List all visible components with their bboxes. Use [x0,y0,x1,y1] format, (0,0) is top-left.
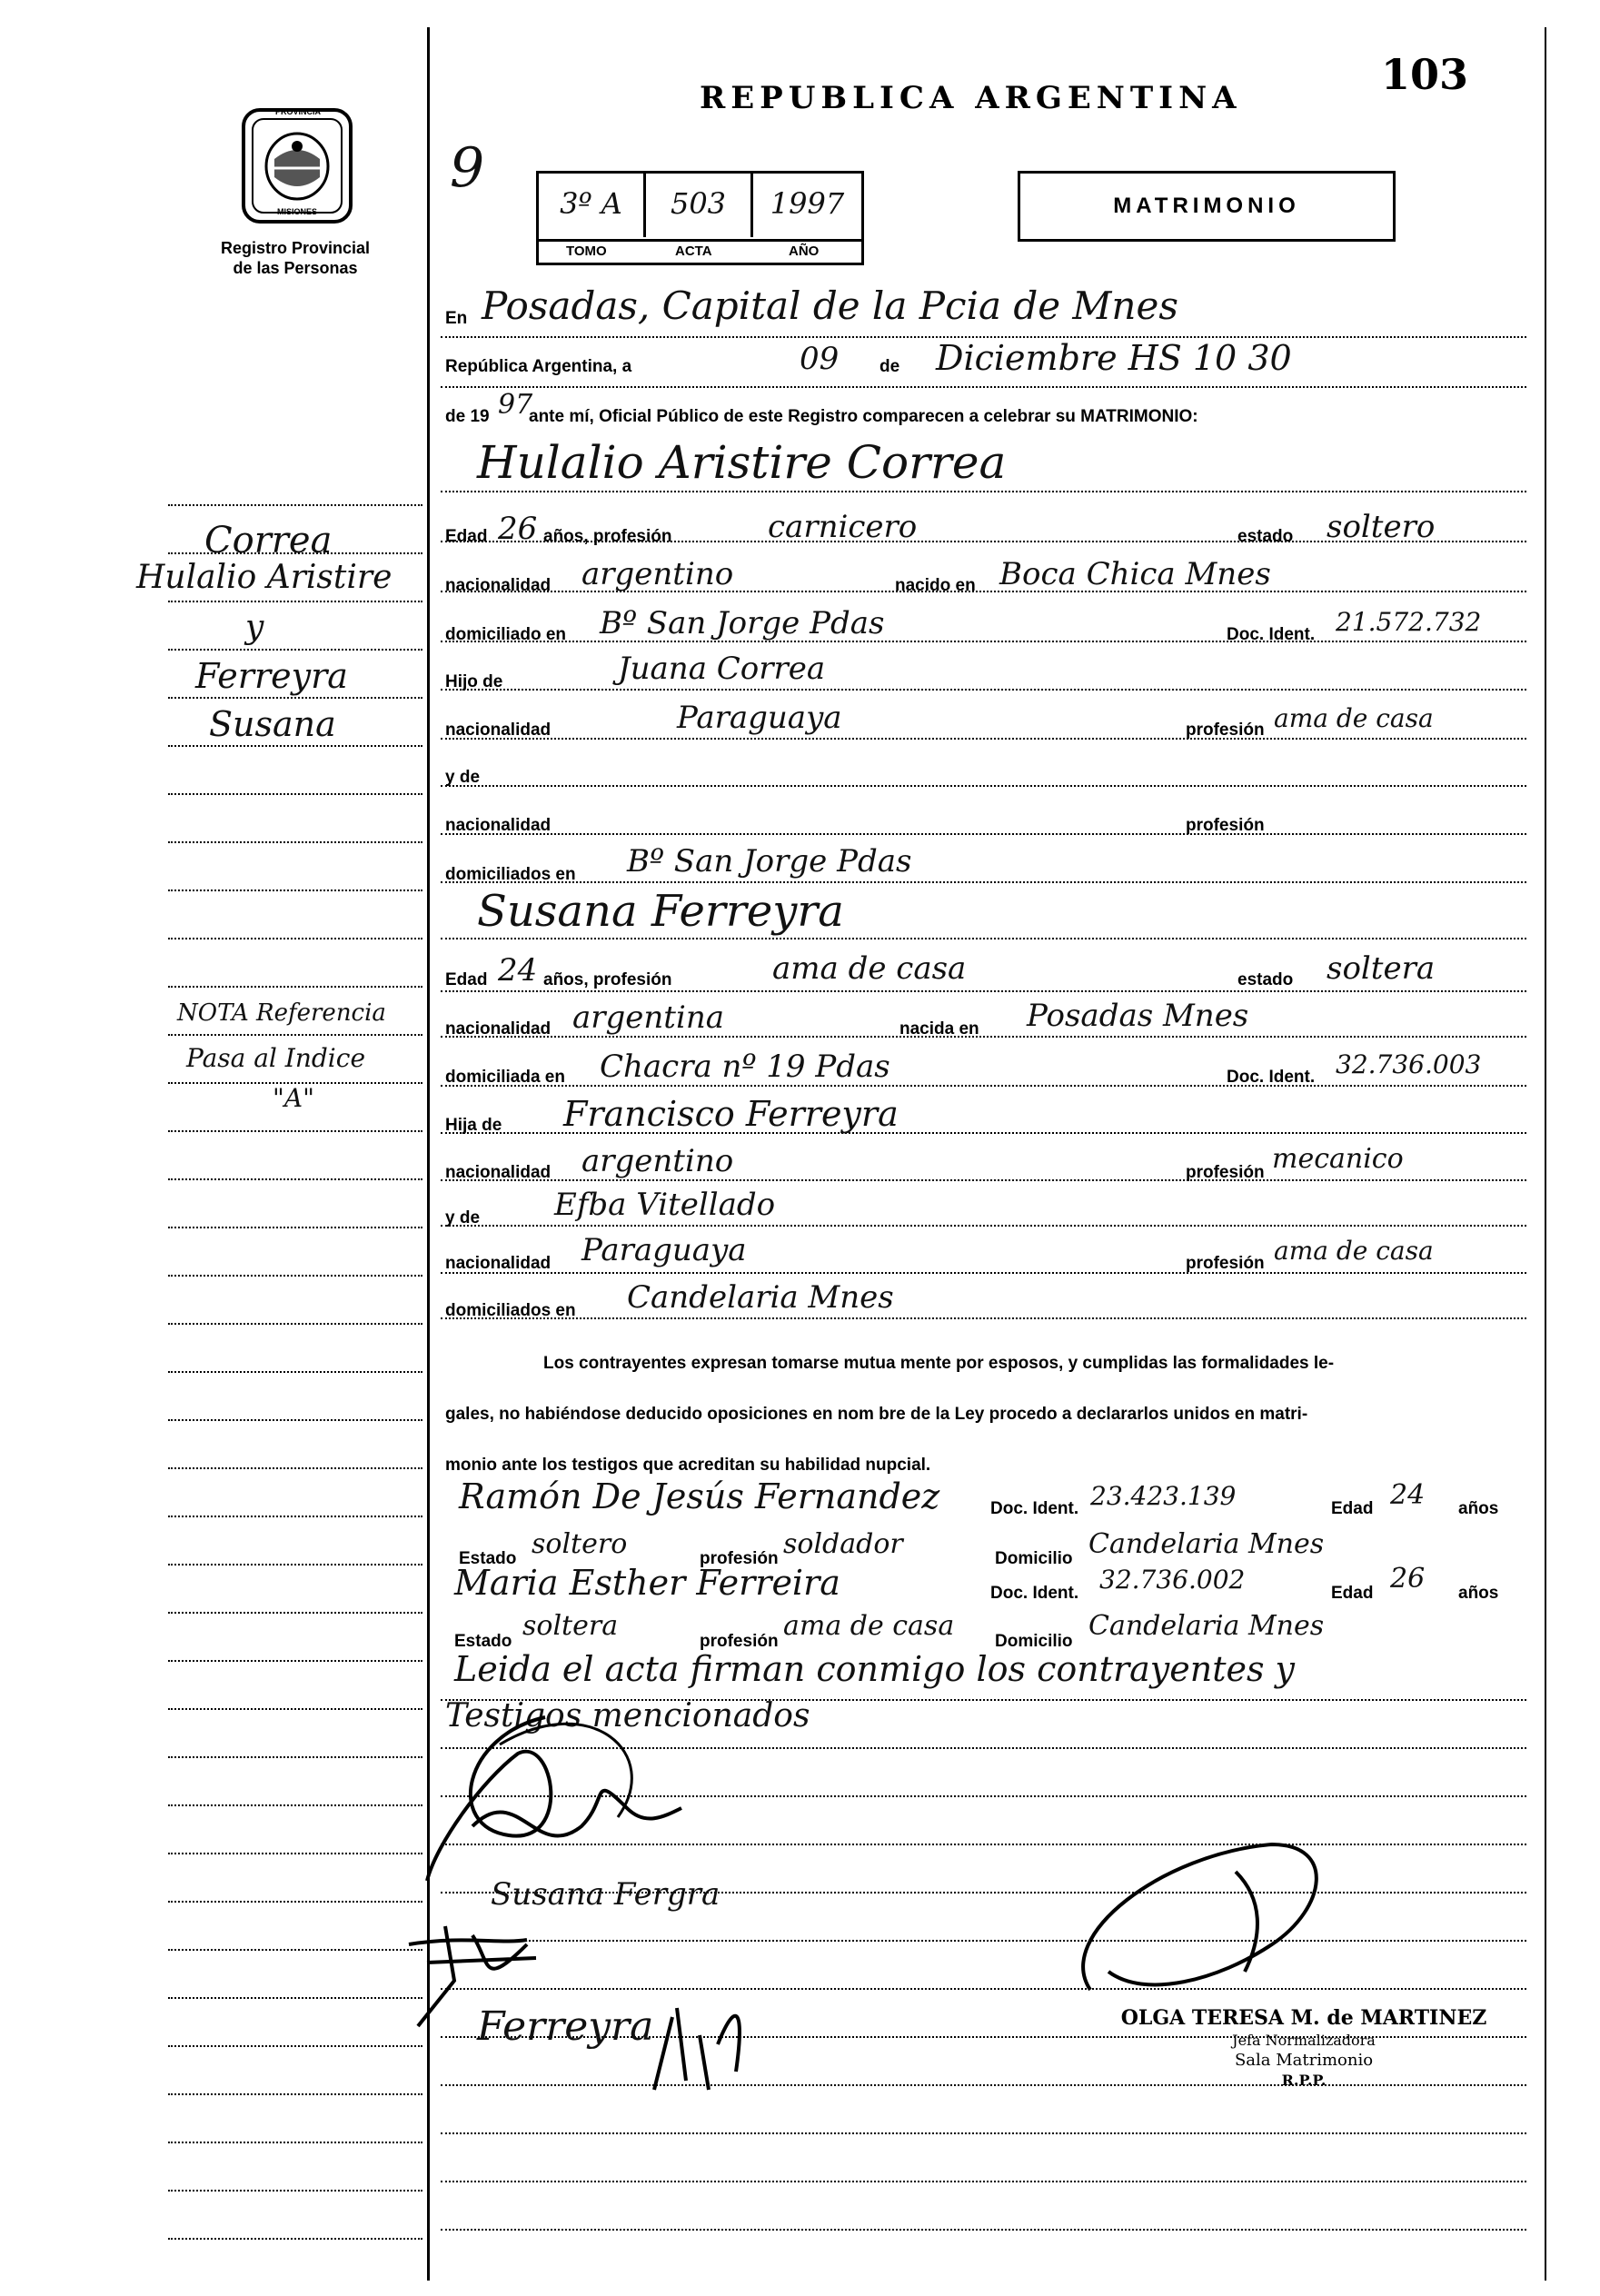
margin-rule-line [168,1901,422,1903]
margin-name-5: Susana [209,704,336,744]
bride-nacida-label: nacida en [899,1019,979,1039]
officer-dept: Sala Matrimonio [1234,2051,1374,2070]
margin-note-3: "A" [273,1083,314,1113]
witness1-estado-label: Estado [459,1549,517,1568]
intro-day: 09 [800,341,840,377]
bride-estado: soltera [1327,950,1436,987]
groom-estado: soltero [1327,509,1436,545]
tomo-label: TOMO [566,244,607,259]
groom-address: Bº San Jorge Pdas [600,605,885,641]
officer-name: OLGA TERESA M. de MARTINEZ [1120,2006,1487,2030]
witness1-anos-label: años [1458,1499,1499,1518]
acta-value: 503 [670,186,727,221]
officer-stamp [1113,2006,1495,2089]
declaration-line2: gales, no habiéndose deducido oposiciones en nom bre de la Ley procedo a declararlos unidos en matri- [445,1405,1308,1424]
body-rule-line [441,386,1526,388]
margin-rule-line [168,1323,422,1325]
office-name [182,238,409,278]
witness2-estado: soltera [522,1610,619,1642]
closing-line2: Testigos mencionados [445,1697,810,1734]
acta-cell [646,174,753,237]
bride-parent1-nationality: argentino [581,1143,734,1179]
witness1-edad-label: Edad [1331,1499,1374,1518]
margin-rule-line [168,2190,422,2192]
closing-line1: Leida el acta firman conmigo los contrayentes y [454,1649,1296,1689]
body-rule-line [441,1940,1526,1942]
country-title: REPUBLICA ARGENTINA [700,80,1242,116]
margin-rule-line [168,1804,422,1806]
margin-rule-line [168,1034,422,1036]
declaration-line1: Los contrayentes expresan tomarse mutua mente por esposos, y cumplidas las formalidades le- [543,1354,1335,1373]
ref-labels [539,239,861,265]
witness2-doc: 32.736.002 [1099,1565,1246,1595]
margin-name-4: Ferreyra [195,656,348,696]
margin-rule-line [168,1949,422,1951]
margin-rule-line [168,2142,422,2143]
margin-name-1: Correa [204,520,333,562]
body-rule-line [441,2181,1526,2182]
witness2-age: 26 [1390,1563,1426,1595]
seal-text-bottom: MISIONES [277,207,318,216]
groom-profesion-label: años, profesión [543,527,672,546]
groom-name: Hulalio Aristire Correa [477,436,1007,489]
margin-rule-line [168,504,422,506]
margin-rule-line [168,649,422,651]
en-label: En [445,309,468,328]
margin-rule-line [168,2093,422,2095]
groom-nationality: argentino [581,556,734,592]
margin-note-2: Pasa al Indice [186,1043,366,1073]
record-type-box [1018,171,1396,242]
bride-profesion-label: años, profesión [543,970,672,989]
groom-doc: 21.572.732 [1336,607,1482,637]
groom-parent1-nationality: Paraguaya [677,700,842,736]
bride-doc-label: Doc. Ident. [1227,1068,1316,1087]
margin-rule-line [168,1612,422,1614]
officer-title: Jefa Normalizadora [1232,2032,1376,2049]
reference-box [536,171,864,265]
bride-profession: ama de casa [772,950,967,987]
margin-rule-line [168,1516,422,1517]
intro-de-label: de [880,357,900,376]
bride-parent2-profession: ama de casa [1274,1236,1434,1266]
witness1-domicilio-label: Domicilio [995,1549,1073,1568]
margin-rule-line [168,1419,422,1421]
groom-estado-label: estado [1237,527,1294,546]
groom-parent1: Juana Correa [618,651,826,687]
margin-rule-line [168,1756,422,1758]
body-rule-line [441,1272,1526,1274]
margin-rule-line [168,1275,422,1277]
margin-name-2: Hulalio Aristire [136,559,393,596]
bride-birthplace: Posadas Mnes [1027,998,1249,1034]
margin-rule-line [168,697,422,699]
bride-nacionalidad3-label: nacionalidad [445,1254,552,1273]
body-rule-line [441,2132,1526,2134]
margin-rule-line [168,1660,422,1662]
margin-number: 9 [450,136,485,200]
tomo-value: 3º A [560,186,622,221]
body-rule-line [441,833,1526,835]
witness2-profession: ama de casa [783,1610,955,1642]
body-rule-line [441,2229,1526,2231]
witness2-edad-label: Edad [1331,1584,1374,1603]
ano-label: AÑO [789,244,820,259]
margin-rule-line [168,1853,422,1854]
groom-parents-address: Bº San Jorge Pdas [627,843,912,880]
bride-edad-label: Edad [445,970,488,989]
margin-rule-line [168,1178,422,1180]
bride-domiciliados-label: domiciliados en [445,1301,576,1320]
bride-nationality: argentina [572,999,725,1036]
body-rule-line [441,1225,1526,1227]
body-rule-line [441,1085,1526,1087]
record-type: MATRIMONIO [1113,194,1300,218]
groom-domiciliados-label: domiciliados en [445,865,576,884]
witness1-estado: soltero [532,1528,628,1560]
witness1-address: Candelaria Mnes [1088,1528,1325,1560]
ano-value: 1997 [770,186,845,221]
bride-doc: 32.736.003 [1336,1049,1482,1079]
margin-note-1: NOTA Referencia [177,999,386,1027]
bride-parent2: Efba Vitellado [554,1187,776,1223]
republica-label: República Argentina, a [445,357,632,376]
margin-rule-line [168,1467,422,1469]
body-rule-line [441,491,1526,492]
intro-month: Diciembre HS 10 30 [936,338,1292,378]
signature-ferreyra: Ferreyra [477,2003,654,2050]
body-rule-line [441,738,1526,740]
groom-yde-label: y de [445,768,481,787]
bride-parent1: Francisco Ferreyra [563,1094,899,1134]
groom-birthplace: Boca Chica Mnes [999,556,1271,592]
margin-rule-line [168,1130,422,1132]
body-rule-line [441,1317,1526,1319]
bride-parent1-profession: mecanico [1272,1143,1404,1175]
intro-place: Posadas, Capital de la Pcia de Mnes [482,283,1178,328]
groom-nacido-label: nacido en [895,576,976,595]
witness2-name: Maria Esther Ferreira [454,1563,840,1603]
margin-rule-line [168,793,422,795]
bride-name: Susana Ferreyra [477,886,844,937]
body-rule-line [441,1036,1526,1038]
bride-domiciliada-label: domiciliada en [445,1068,565,1087]
bride-hija-label: Hija de [445,1116,502,1135]
margin-rule-line [168,890,422,891]
declaration-line3: monio ante los testigos que acreditan su habilidad nupcial. [445,1456,931,1475]
margin-rule-line [168,986,422,988]
margin-name-3: y [245,609,264,646]
bride-profesion2-label: profesión [1186,1163,1265,1182]
margin-rule-line [168,938,422,939]
right-border [1545,27,1546,2281]
groom-nacionalidad3-label: nacionalidad [445,816,552,835]
bride-yde-label: y de [445,1208,481,1228]
witness1-age: 24 [1390,1479,1426,1511]
intro-year-suffix: 97 [498,389,533,421]
groom-profession: carnicero [768,509,918,545]
office-line2: de las Personas [233,259,358,277]
witness2-address: Candelaria Mnes [1088,1610,1325,1642]
intro-text: ante mí, Oficial Público de este Registro comparecen a celebrar su MATRIMONIO: [529,407,1198,426]
office-line1: Registro Provincial [220,239,371,257]
body-rule-line [441,1179,1526,1181]
body-rule-line [441,938,1526,939]
margin-rule-line [168,1997,422,1999]
groom-parent1-profession: ama de casa [1274,703,1434,733]
bride-address: Chacra nº 19 Pdas [600,1049,890,1085]
witness2-profesion-label: profesión [700,1632,779,1651]
groom-nacionalidad-label: nacionalidad [445,576,552,595]
body-rule-line [441,1988,1526,1990]
groom-doc-label: Doc. Ident. [1227,625,1316,644]
acta-label: ACTA [675,244,712,259]
groom-profesion2-label: profesión [1186,721,1265,740]
bride-parents-address: Candelaria Mnes [627,1279,894,1316]
bride-estado-label: estado [1237,970,1294,989]
margin-rule-line [168,601,422,602]
margin-rule-line [168,841,422,843]
groom-age: 26 [498,511,538,547]
officer-org: R.P.P. [1281,2072,1327,2089]
bride-nacionalidad2-label: nacionalidad [445,1163,552,1182]
witness1-doc-label: Doc. Ident. [990,1499,1079,1518]
signature-witness-mark [636,1981,763,2108]
witness2-anos-label: años [1458,1584,1499,1603]
bride-nacionalidad-label: nacionalidad [445,1019,552,1039]
seal-text-top: PROVINCIA [275,107,322,116]
margin-rule-line [168,2238,422,2240]
margin-rule-line [168,745,422,747]
witness1-name: Ramón De Jesús Fernandez [459,1476,940,1516]
body-rule-line [441,990,1526,992]
margin-rule-line [168,2045,422,2047]
witness1-profesion-label: profesión [700,1549,779,1568]
signature-groom [409,1699,709,1899]
witness1-doc: 23.423.139 [1090,1481,1237,1511]
body-rule-line [441,785,1526,787]
signature-susana: Susana Fergra [491,1876,720,1913]
page-number: 103 [1381,50,1469,99]
groom-profesion3-label: profesión [1186,816,1265,835]
ano-cell [753,174,861,237]
witness1-profession: soldador [783,1528,903,1560]
groom-domiciliado-label: domiciliado en [445,625,567,644]
groom-nacionalidad2-label: nacionalidad [445,721,552,740]
margin-rule-line [168,1371,422,1373]
witness2-estado-label: Estado [454,1632,512,1651]
margin-rule-line [168,1708,422,1710]
bride-parent2-nationality: Paraguaya [581,1232,747,1268]
margin-rule-line [168,1227,422,1228]
witness2-doc-label: Doc. Ident. [990,1584,1079,1603]
bride-profesion3-label: profesión [1186,1254,1265,1273]
tomo-cell [539,174,646,237]
margin-rule-line [168,1564,422,1565]
body-rule-line [441,689,1526,691]
body-rule-line [441,881,1526,883]
witness2-domicilio-label: Domicilio [995,1632,1073,1651]
signature-officer [1054,1835,1345,2017]
groom-hijo-label: Hijo de [445,672,503,691]
groom-edad-label: Edad [445,527,488,546]
intro-year-prefix: de 19 [445,407,490,426]
bride-age: 24 [498,952,538,989]
